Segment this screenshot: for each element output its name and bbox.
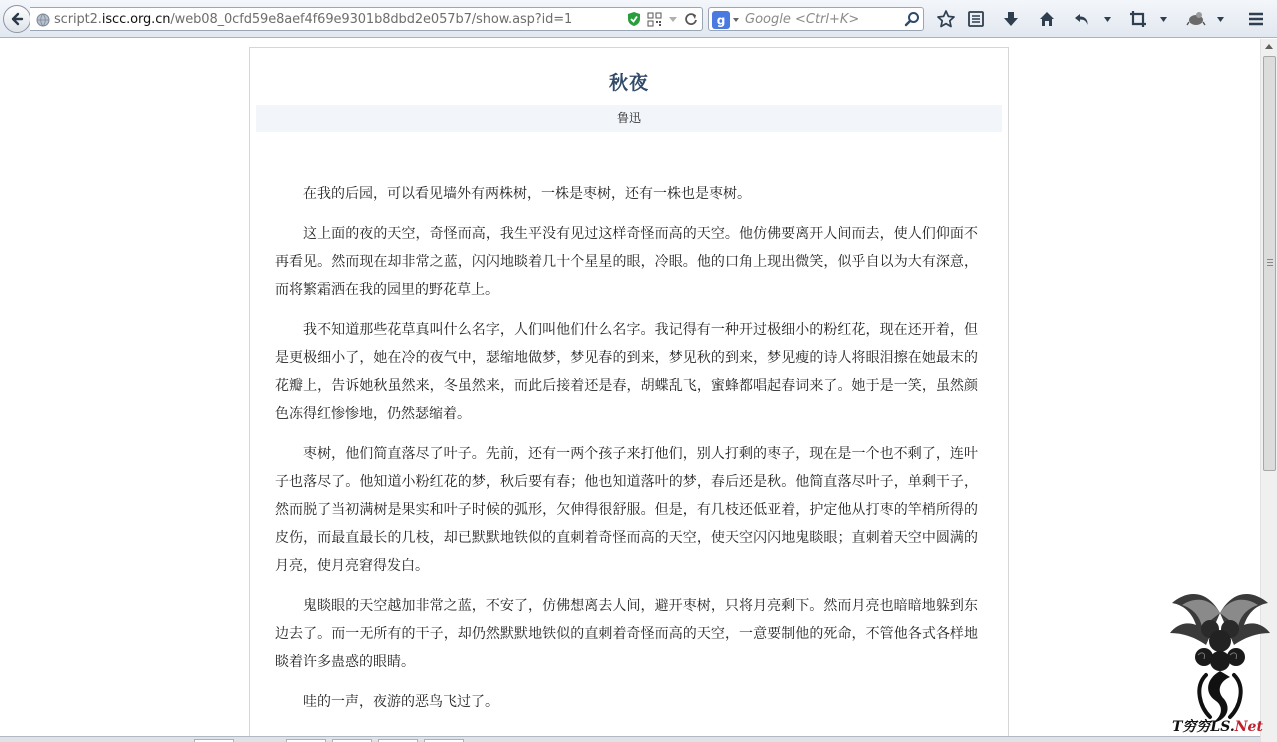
- search-bar[interactable]: [708, 7, 924, 31]
- paragraph: 鬼睒眼的天空越加非常之蓝，不安了，仿佛想离去人间，避开枣树，只将月亮剩下。然而月亮也暗暗地躲到东边去了。而一无所有的干子，却仍然默默地铁似的直刺着奇怪而高的天空，一意要制他的死命，不管他各式各样地睒着许多蛊惑的眼睛。: [275, 598, 978, 670]
- paragraph: 哇的一声，夜游的恶鸟飞过了。: [303, 694, 499, 710]
- home-icon: [1038, 10, 1056, 28]
- watermark-suffix: Net: [1234, 719, 1263, 735]
- scrollbar-thumb[interactable]: [1263, 56, 1276, 471]
- crop-button[interactable]: [1126, 6, 1150, 32]
- reader-button[interactable]: [964, 6, 988, 32]
- chevron-down-icon: [1103, 15, 1112, 24]
- author-name: 鲁迅: [616, 111, 641, 125]
- chevron-down-icon: [1216, 15, 1225, 24]
- article-container: [249, 47, 1009, 742]
- search-placeholder: Google <Ctrl+K>: [745, 12, 860, 27]
- chevron-down-icon: [732, 16, 740, 24]
- search-icon[interactable]: [904, 11, 920, 27]
- watermark-text: [1172, 716, 1263, 736]
- article-content: [275, 180, 978, 728]
- menu-button[interactable]: [1244, 6, 1268, 32]
- dropdown-icon[interactable]: [668, 14, 678, 24]
- paragraph: 这上面的夜的天空，奇怪而高，我生平没有见过这样奇怪而高的天空。他仿佛要离开人间而去，使人们仰面不再看见。然而现在却非常之蓝，闪闪地睒着几十个星星的眼，冷眼。他的口角上现出微笑，似乎自以为大有深意，而将繁霜洒在我的园里的野花草上。: [275, 226, 978, 298]
- undo-button[interactable]: [1070, 6, 1094, 32]
- addon-menu-button[interactable]: [1213, 6, 1227, 32]
- download-button[interactable]: [999, 6, 1023, 32]
- bottom-tab-strip: [0, 736, 1260, 742]
- page-title: 秋夜: [608, 72, 649, 94]
- addon-button[interactable]: [1183, 6, 1209, 32]
- grip-icon: [1267, 259, 1273, 266]
- crop-icon: [1129, 10, 1147, 28]
- author-bar: [256, 105, 1002, 132]
- menu-icon: [1247, 11, 1265, 27]
- reload-icon[interactable]: [684, 12, 698, 26]
- chevron-down-icon: [1159, 15, 1168, 24]
- home-button[interactable]: [1035, 6, 1059, 32]
- svg-text:g: g: [716, 13, 726, 28]
- url-text[interactable]: [54, 12, 572, 27]
- back-button[interactable]: [3, 5, 31, 33]
- paragraph: 枣树，他们简直落尽了叶子。先前，还有一两个孩子来打他们，别人打剩的枣子，现在是一个也不剩了，连叶子也落尽了。他知道小粉红花的梦，秋后要有春；他也知道落叶的梦，春后还是秋。他简直落尽叶子，单剩干子，然而脱了当初满树是果实和叶子时候的弧形，欠伸得很舒服。但是，有几枝还低亚着，护定他从打枣的竿梢所得的皮伤，而最直最长的几枝，却已默默地铁似的直刺着奇怪而高的天空，使天空闪闪地鬼睒眼；直刺着天空中圆满的月亮，使月亮窘得发白。: [275, 446, 978, 574]
- url-bar[interactable]: [30, 7, 703, 31]
- bookmark-button[interactable]: [934, 6, 958, 32]
- google-icon: [712, 11, 730, 29]
- scroll-up-arrow-icon[interactable]: [1265, 44, 1273, 49]
- back-arrow-icon: [9, 11, 25, 27]
- watermark-main: T穷穷LS.: [1172, 719, 1235, 735]
- reader-icon: [967, 10, 985, 28]
- globe-icon: [36, 13, 50, 27]
- crop-menu-button[interactable]: [1156, 6, 1170, 32]
- search-engine-selector[interactable]: [712, 11, 740, 29]
- qr-code-icon[interactable]: [647, 12, 662, 27]
- paragraph: 在我的后园，可以看见墙外有两株树，一株是枣树，还有一株也是枣树。: [303, 186, 751, 202]
- undo-menu-button[interactable]: [1100, 6, 1114, 32]
- paragraph: 我不知道那些花草真叫什么名字，人们叫他们什么名字。我记得有一种开过极细小的粉红花，现在还开着，但是更极细小了，她在冷的夜气中，瑟缩地做梦，梦见春的到来，梦见秋的到来，梦见瘦的诗人将眼泪擦在她最末的花瓣上，告诉她秋虽然来，冬虽然来，而此后接着还是春，胡蝶乱飞，蜜蜂都唱起春词来了。她于是一笑，虽然颜色冻得红惨惨地，仍然瑟缩着。: [275, 322, 978, 422]
- dragon-watermark-icon: [1166, 583, 1274, 733]
- shield-icon[interactable]: [627, 11, 641, 27]
- download-icon: [1002, 10, 1020, 28]
- url-path: /web08_0cfd59e8aef4f69e9301b8dbd2e057b7/show.asp?id=1: [170, 12, 573, 27]
- browser-toolbar: [0, 0, 1277, 38]
- undo-icon: [1073, 10, 1091, 28]
- star-icon: [936, 9, 956, 29]
- url-host: iscc.org.cn: [101, 12, 171, 27]
- addon-icon: [1186, 10, 1206, 28]
- url-prefix: script2.: [54, 12, 102, 27]
